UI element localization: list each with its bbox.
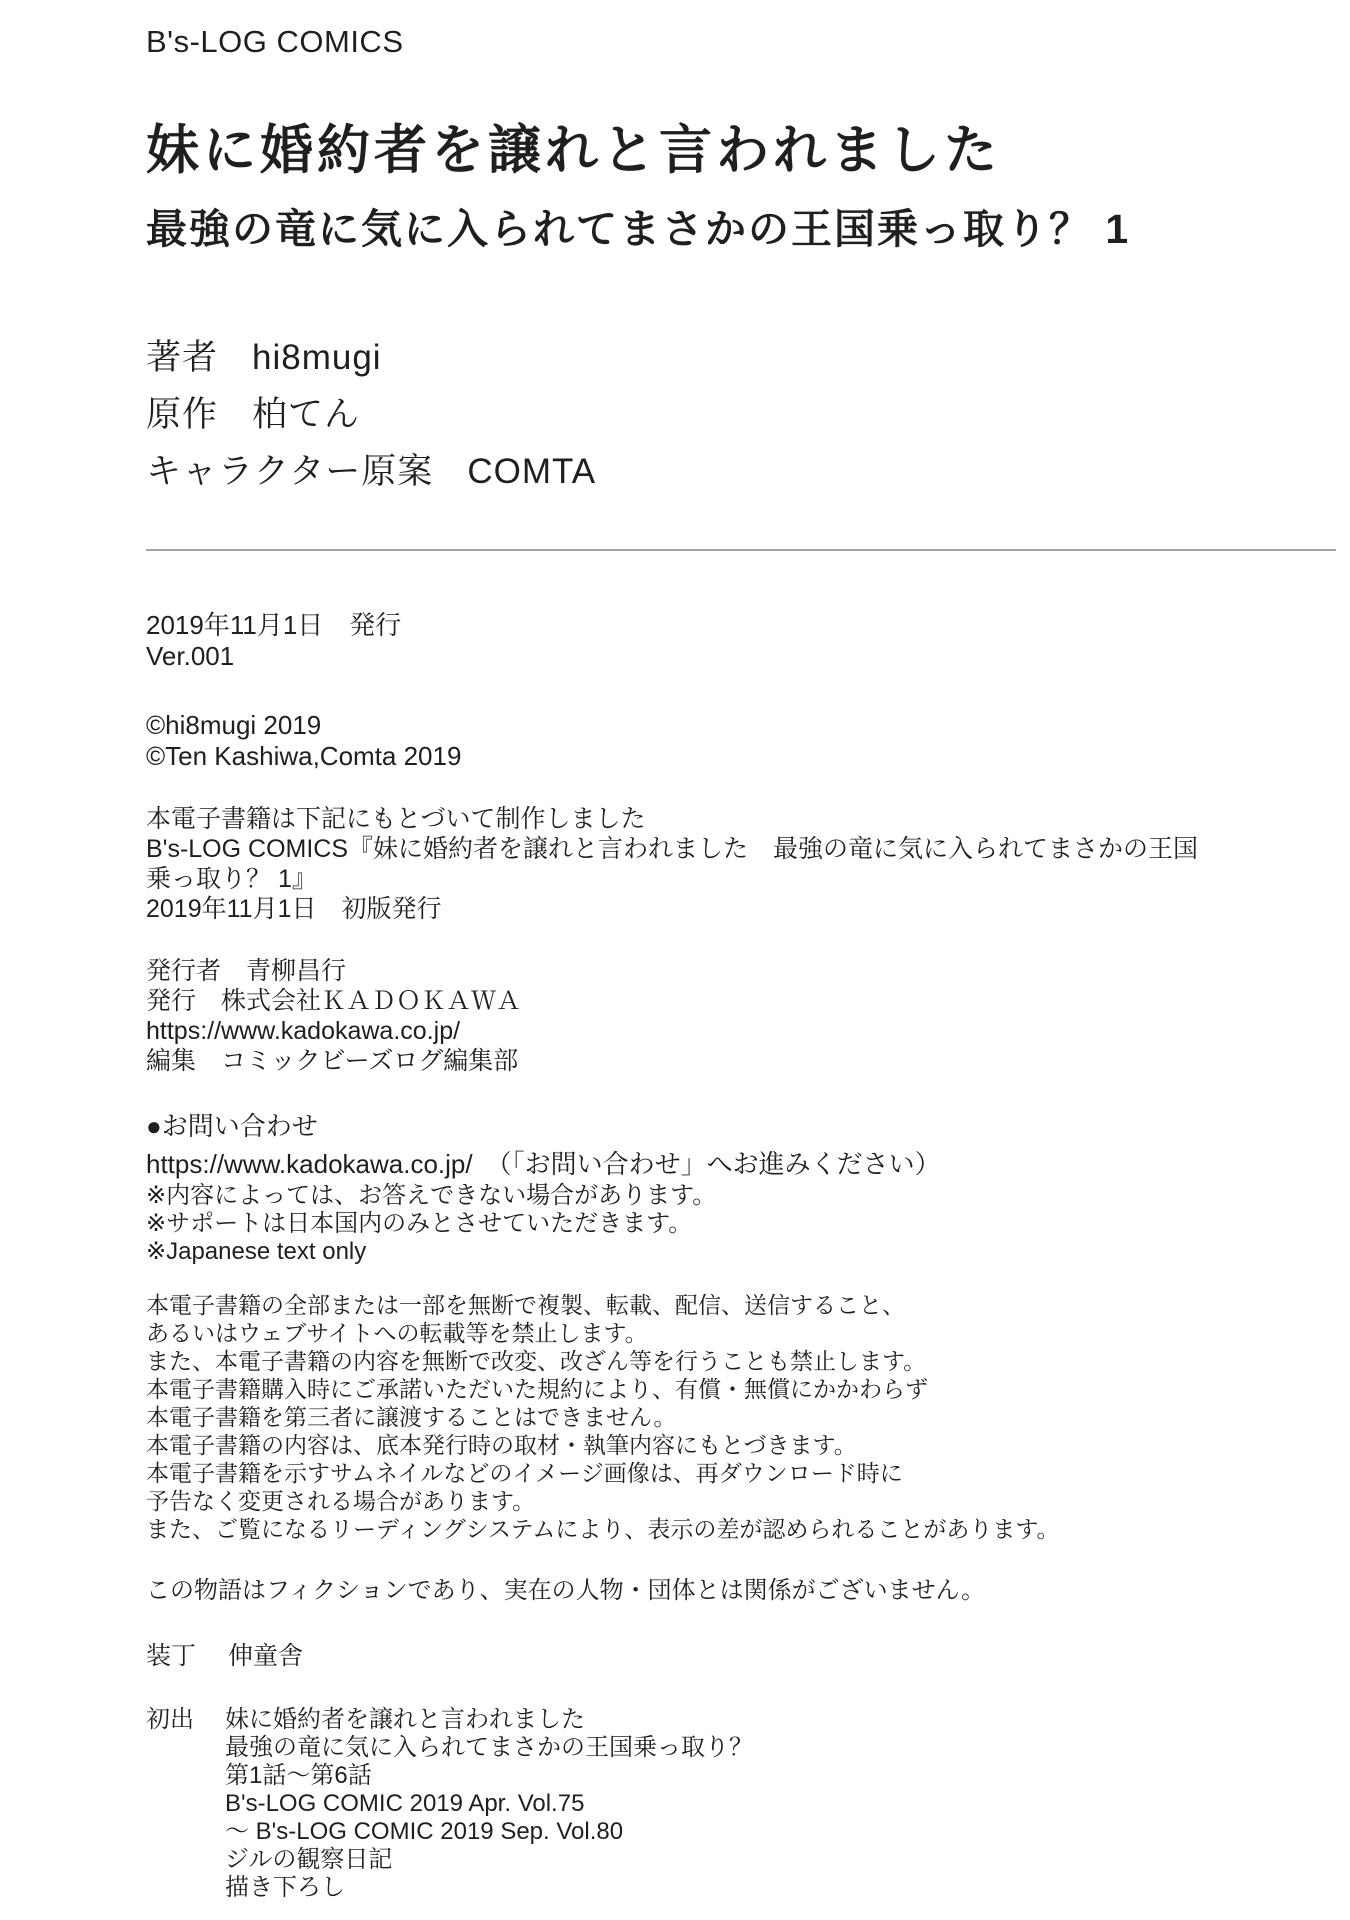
imprint-label: B's-LOG COMICS	[146, 24, 404, 59]
publisher-url: https://www.kadokawa.co.jp/	[146, 1017, 461, 1045]
first-appearance-line: 描き下ろし	[225, 1874, 345, 1901]
first-appearance-block	[146, 1706, 753, 1902]
first-appearance-label: 初出	[146, 1706, 194, 1733]
publication-date: 2019年11月1日 発行	[146, 610, 402, 640]
credit-author-value: hi8mugi	[252, 338, 382, 377]
legal-line: また、ご覧になるリーディングシステムにより、表示の差が認められることがあります。	[146, 1516, 1060, 1542]
design-credit-value: 伸童舎	[228, 1642, 304, 1670]
source-note-line: B's-LOG COMICS『妹に婚約者を譲れと言われました 最強の竜に気に入られてまさかの王国	[146, 835, 1199, 863]
legal-line: 本電子書籍を第三者に譲渡することはできません。	[146, 1404, 677, 1430]
legal-line: 本電子書籍を示すサムネイルなどのイメージ画像は、再ダウンロード時に	[146, 1460, 903, 1486]
publisher-person: 発行者 青柳昌行	[146, 957, 347, 985]
credit-author-label: 著者	[146, 338, 219, 377]
edition-block	[146, 610, 401, 672]
version-number: Ver.001	[146, 641, 235, 671]
publisher-editing: 編集 コミックビーズログ編集部	[146, 1047, 519, 1075]
legal-line: あるいはウェブサイトへの転載等を禁止します。	[146, 1320, 648, 1346]
contact-url-line: https://www.kadokawa.co.jp/ （「お問い合わせ」へお進みください）	[146, 1149, 941, 1179]
first-appearance-line: ジルの観察日記	[225, 1846, 393, 1873]
source-note-line: 2019年11月1日 初版発行	[146, 895, 442, 923]
legal-line: 本電子書籍購入時にご承諾いただいた規約により、有償・無償にかかわらず	[146, 1376, 928, 1402]
design-credit	[146, 1636, 303, 1672]
legal-line: また、本電子書籍の内容を無断で改変、改ざん等を行うことも禁止します。	[146, 1348, 927, 1374]
contact-note: ※サポートは日本国内のみとさせていただきます。	[146, 1210, 693, 1237]
contact-note: ※Japanese text only	[146, 1238, 367, 1265]
design-credit-label: 装丁	[146, 1642, 197, 1670]
legal-block	[146, 1291, 1060, 1543]
contact-heading: ●お問い合わせ	[146, 1111, 318, 1141]
copyright-line: ©Ten Kashiwa,Comta 2019	[146, 741, 462, 771]
credits-block	[146, 330, 596, 501]
publisher-block	[146, 956, 521, 1076]
legal-line: 予告なく変更される場合があります。	[146, 1488, 536, 1514]
first-appearance-line: B's-LOG COMIC 2019 Apr. Vol.75	[225, 1790, 585, 1817]
credit-character-design-value: COMTA	[467, 452, 597, 491]
legal-line: 本電子書籍の全部または一部を無断で複製、転載、配信、送信すること、	[146, 1292, 905, 1318]
first-appearance-line: 妹に婚約者を譲れと言われました	[225, 1706, 585, 1733]
first-appearance-lines	[225, 1706, 753, 1902]
book-title: 妹に婚約者を譲れと言われました	[146, 121, 1001, 180]
source-note-line: 乗っ取り？ 1』	[146, 865, 317, 893]
first-appearance-line: 最強の竜に気に入られてまさかの王国乗っ取り？	[225, 1734, 753, 1761]
credit-author	[146, 330, 596, 387]
copyright-block	[146, 710, 461, 772]
copyright-line: ©hi8mugi 2019	[146, 710, 322, 740]
contact-notes-block	[146, 1182, 716, 1266]
credit-character-design	[146, 444, 596, 501]
fiction-disclaimer: この物語はフィクションであり、実在の人物・団体とは関係がございません。	[146, 1577, 986, 1604]
contact-note: ※内容によっては、お答えできない場合があります。	[146, 1182, 717, 1209]
source-note-block	[146, 804, 1198, 924]
source-note-line: 本電子書籍は下記にもとづいて制作しました	[146, 805, 646, 833]
credit-original-story-label: 原作	[146, 395, 219, 434]
publisher-company: 発行 株式会社ＫＡＤＯＫＡＷＡ	[146, 987, 522, 1015]
credit-character-design-label: キャラクター原案	[146, 452, 434, 491]
first-appearance-line: 第1話～第6話	[225, 1762, 372, 1789]
legal-line: 本電子書籍の内容は、底本発行時の取材・執筆内容にもとづきます。	[146, 1432, 857, 1458]
credit-original-story-value: 柏てん	[252, 395, 361, 434]
book-subtitle: 最強の竜に気に入られてまさかの王国乗っ取り？ 1	[146, 206, 1131, 252]
credit-original-story	[146, 387, 596, 444]
horizontal-divider	[146, 549, 1336, 551]
first-appearance-line: ～ B's-LOG COMIC 2019 Sep. Vol.80	[225, 1818, 624, 1845]
